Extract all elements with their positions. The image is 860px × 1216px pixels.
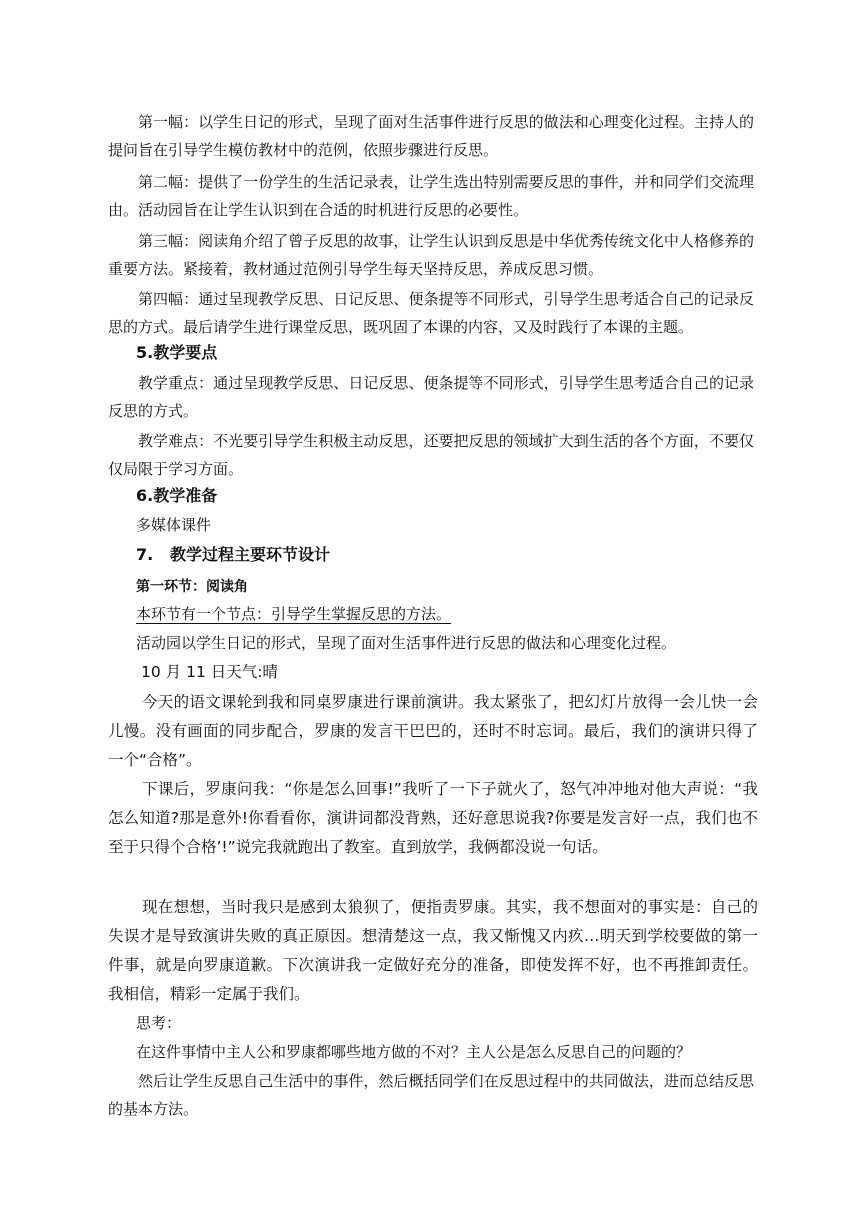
summary-paragraph: 然后让学生反思自己生活中的事件，然后概括同学们在反思过程中的共同做法，进而总结反思的基本方法。 bbox=[108, 1072, 754, 1118]
section-5-heading: 5.教学要点 bbox=[136, 343, 218, 362]
diary-paragraph-1: 今天的语文课轮到我和同桌罗康进行课前演讲。我太紧张了，把幻灯片放得一会儿快一会儿慢。没有画面的同步配合，罗康的发言干巴巴的，还时不时忘词。最后，我们的演讲只得了一个“合格”。 bbox=[108, 693, 758, 769]
diary-date: 10 月 11 日天气:晴 bbox=[141, 663, 278, 681]
paragraph-panel-1: 第一幅：以学生日记的形式，呈现了面对生活事件进行反思的做法和心理变化过程。主持人的提问旨在引导学生模仿教材中的范例，依照步骤进行反思。 bbox=[108, 113, 754, 159]
paragraph-panel-3: 第三幅：阅读角介绍了曾子反思的故事，让学生认识到反思是中华优秀传统文化中人格修养的重要方法。紧接着，教材通过范例引导学生每天坚持反思，养成反思习惯。 bbox=[108, 232, 754, 278]
section-6-heading: 6.教学准备 bbox=[136, 486, 218, 505]
question-line: 在这件事情中主人公和罗康都哪些地方做的不对？主人公是怎么反思自己的问题的？ bbox=[136, 1043, 692, 1061]
diary-paragraph-3: 现在想想，当时我只是感到太狼狈了，便指责罗康。其实，我不想面对的事实是：自己的失误才是导致演讲失败的真正原因。想清楚这一点，我又惭愧又内疚…明天到学校要做的第一件事，就是向罗康道歉。下次演讲我一定做好充分的准备，即使发挥不好，也不再推卸责任。我相信，精彩一定属于我们。 bbox=[108, 898, 758, 1003]
step-1-title: 第一环节：阅读角 bbox=[136, 579, 248, 595]
difficult-point-paragraph: 教学难点：不光要引导学生积极主动反思，还要把反思的领域扩大到生活的各个方面，不要仅仅局限于学习方面。 bbox=[108, 432, 754, 478]
node-line: 本环节有一个节点：引导学生掌握反思的方法。 bbox=[136, 605, 452, 623]
section-7-number: 7. bbox=[136, 545, 154, 564]
section-7-heading bbox=[136, 543, 330, 567]
preparation-text: 多媒体课件 bbox=[136, 516, 212, 534]
section-7-title: 教学过程主要环节设计 bbox=[170, 545, 331, 564]
diary-paragraph-2: 下课后，罗康问我：“你是怎么回事!”我听了一下子就火了，怒气冲冲地对他大声说：“我怎么知道?那是意外!你看看你，演讲词都没背熟，还好意思说我?你要是发言好一点，我们也不至于只得个合格’!”说完我就跑出了教室。直到放学，我俩都没说一句话。 bbox=[108, 780, 758, 856]
intro-line: 活动园以学生日记的形式，呈现了面对生活事件进行反思的做法和心理变化过程。 bbox=[136, 634, 677, 652]
paragraph-panel-2: 第二幅：提供了一份学生的生活记录表，让学生选出特别需要反思的事件，并和同学们交流理由。活动园旨在让学生认识到在合适的时机进行反思的必要性。 bbox=[108, 173, 754, 219]
think-label: 思考： bbox=[136, 1014, 182, 1032]
key-point-paragraph: 教学重点：通过呈现教学反思、日记反思、便条提等不同形式，引导学生思考适合自己的记录反思的方式。 bbox=[108, 374, 754, 420]
paragraph-panel-4: 第四幅：通过呈现教学反思、日记反思、便条提等不同形式，引导学生思考适合自己的记录反思的方式。最后请学生进行课堂反思，既巩固了本课的内容，又及时践行了本课的主题。 bbox=[108, 290, 754, 336]
